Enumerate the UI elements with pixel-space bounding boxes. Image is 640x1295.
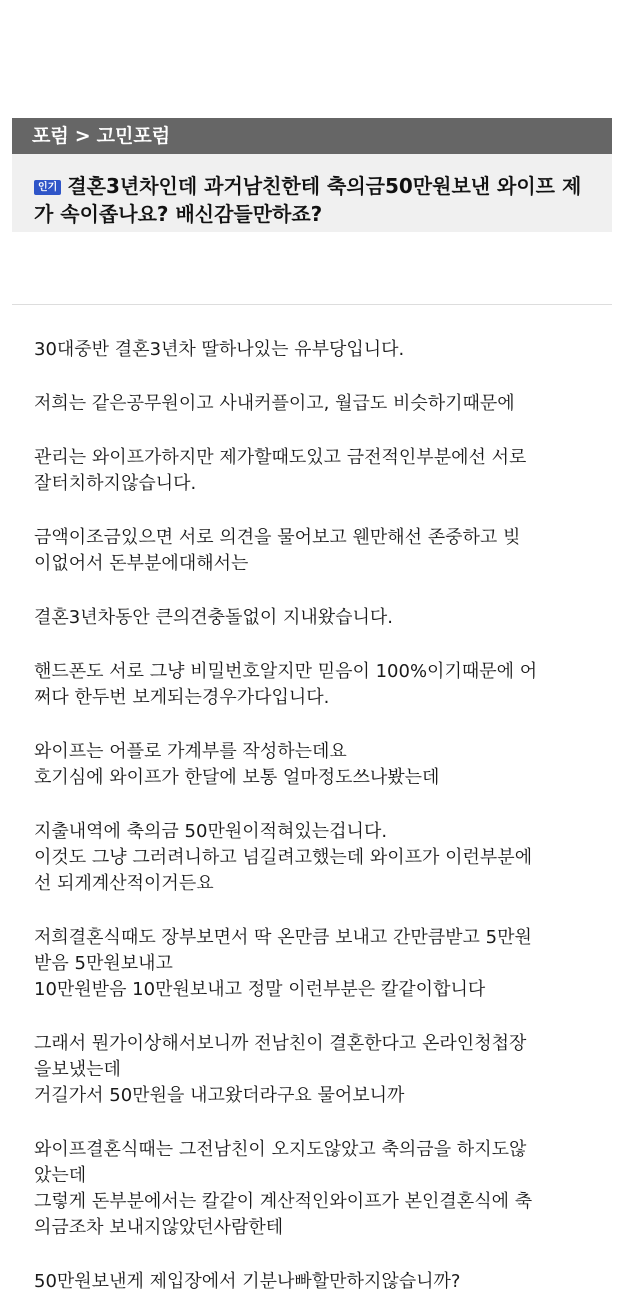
post-paragraph: 저희는 같은공무원이고 사내커플이고, 월급도 비슷하기때문에 (34, 393, 515, 414)
post-paragraph: 30대중반 결혼3년차 딸하나있는 유부당입니다. (34, 339, 405, 360)
breadcrumb-separator: > (74, 125, 91, 147)
breadcrumb-forum-link[interactable]: 포럼 (32, 125, 69, 147)
post-body (0, 337, 640, 1295)
popular-badge: 인기 (34, 180, 61, 195)
post-paragraph: 금액이조금있으면 서로 의견을 물어보고 웬만해선 존중하고 빚 이없어서 돈부분에대해서는 (34, 527, 521, 574)
post-paragraph: 50만원보낸게 제입장에서 기분나빠할만하지않습니까? (34, 1271, 461, 1292)
breadcrumb (12, 118, 612, 154)
post-paragraph: 핸드폰도 서로 그냥 비밀번호알지만 믿음이 100%이기때문에 어 쩌다 한두번 보게되는경우가다입니다. (34, 661, 538, 708)
top-blank-area (0, 0, 640, 118)
title-divider (12, 304, 612, 305)
post-paragraph: 와이프결혼식때는 그전남친이 오지도않았고 축의금을 하지도않 았는데 그렇게 돈부분에서는 칼같이 계산적인와이프가 본인결혼식에 축 의금조차 보내지않았던사람한테 (34, 1139, 533, 1238)
post-paragraph: 관리는 와이프가하지만 제가할때도있고 금전적인부분에선 서로 잘터치하지않습니다. (34, 447, 527, 494)
breadcrumb-board-link[interactable]: 고민포럼 (96, 125, 171, 147)
post-paragraph: 지출내역에 축의금 50만원이적혀있는겁니다. 이것도 그냥 그러려니하고 넘길려고했는데 와이프가 이런부분에 선 되게계산적이거든요 (34, 821, 533, 894)
post-paragraph: 와이프는 어플로 가계부를 작성하는데요 호기심에 와이프가 한달에 보통 얼마정도쓰나봤는데 (34, 741, 440, 788)
post-title-box (12, 154, 612, 232)
post-paragraph: 결혼3년차동안 큰의견충돌없이 지내왔습니다. (34, 607, 393, 628)
post-title: 결혼3년차인데 과거남친한테 축의금50만원보낸 와이프 제가 속이좁나요? 배신감들만하죠? (34, 174, 582, 226)
post-paragraph: 그래서 뭔가이상해서보니까 전남친이 결혼한다고 온라인청첩장 을보냈는데 거길가서 50만원을 내고왔더라구요 물어보니까 (34, 1033, 527, 1106)
post-paragraph: 저희결혼식때도 장부보면서 딱 온만큼 보내고 간만큼받고 5만원 받음 5만원보내고 10만원받음 10만원보내고 정말 이런부분은 칼같이합니다 (34, 927, 532, 1000)
